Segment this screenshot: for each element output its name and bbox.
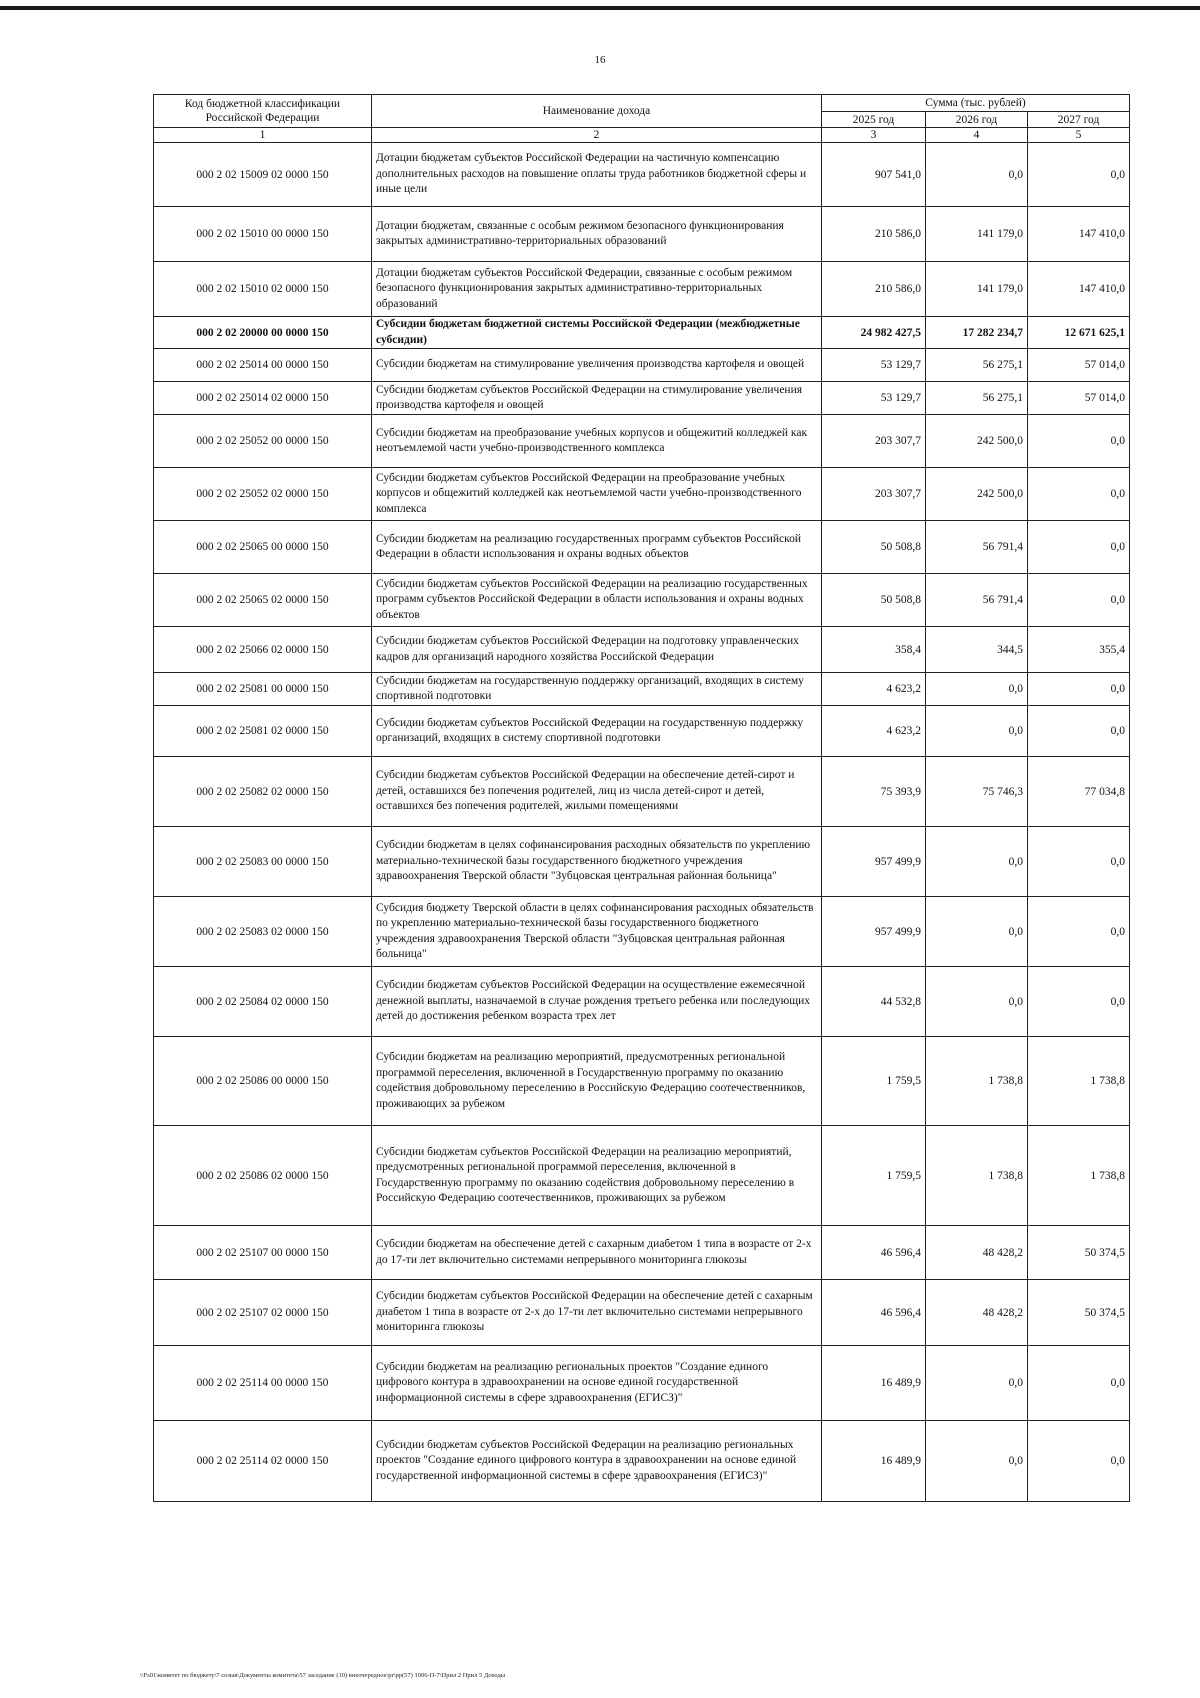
- row-2026: 0,0: [926, 967, 1028, 1037]
- row-2025: 16 489,9: [822, 1421, 926, 1502]
- row-code: 000 2 02 25107 00 0000 150: [154, 1226, 372, 1280]
- row-code: 000 2 02 25081 02 0000 150: [154, 706, 372, 757]
- header-sum: Сумма (тыс. рублей): [822, 95, 1130, 112]
- row-2027: 0,0: [1028, 574, 1130, 627]
- row-code: 000 2 02 25014 02 0000 150: [154, 382, 372, 415]
- table-row: [154, 143, 1130, 207]
- budget-table: [153, 94, 1130, 1502]
- row-2027: 1 738,8: [1028, 1037, 1130, 1126]
- row-name: Субсидии бюджетам субъектов Российской Федерации на стимулирование увеличения производства картофеля и овощей: [372, 382, 822, 415]
- header-code: Код бюджетной классификации Российской Федерации: [154, 95, 372, 128]
- row-name: Дотации бюджетам субъектов Российской Федерации, связанные с особым режимом безопасного функционирования закрытых административно-территориальных образований: [372, 262, 822, 317]
- row-name: Субсидии бюджетам на стимулирование увеличения производства картофеля и овощей: [372, 349, 822, 382]
- row-code: 000 2 02 25052 00 0000 150: [154, 415, 372, 468]
- row-code: 000 2 02 25052 02 0000 150: [154, 468, 372, 521]
- table-row: [154, 382, 1130, 415]
- row-name: Дотации бюджетам субъектов Российской Федерации на частичную компенсацию дополнительных расходов на повышение оплаты труда работников бюджетной сферы и иные цели: [372, 143, 822, 207]
- row-2026: 56 791,4: [926, 521, 1028, 574]
- row-2026: 0,0: [926, 673, 1028, 706]
- row-code: 000 2 02 25066 02 0000 150: [154, 627, 372, 673]
- row-code: 000 2 02 25082 02 0000 150: [154, 757, 372, 827]
- row-2025: 957 499,9: [822, 827, 926, 897]
- table-row: [154, 967, 1130, 1037]
- row-name: Субсидии бюджетам на обеспечение детей с сахарным диабетом 1 типа в возрасте от 2-х до 17-ти лет включительно системами непрерывного мониторинга глюкозы: [372, 1226, 822, 1280]
- row-2027: 0,0: [1028, 706, 1130, 757]
- row-name: Субсидии бюджетам субъектов Российской Федерации на обеспечение детей с сахарным диабетом 1 типа в возрасте от 2-х до 17-ти лет включительно системами непрерывного мониторинга глюкозы: [372, 1280, 822, 1346]
- row-code: 000 2 02 25084 02 0000 150: [154, 967, 372, 1037]
- header-colnum-3: 3: [822, 128, 926, 143]
- row-name: Субсидии бюджетам на государственную поддержку организаций, входящих в систему спортивной подготовки: [372, 673, 822, 706]
- table-row: [154, 468, 1130, 521]
- table-row: [154, 897, 1130, 967]
- table-row: [154, 1346, 1130, 1421]
- row-2027: 0,0: [1028, 143, 1130, 207]
- row-name: Субсидии бюджетам субъектов Российской Федерации на реализацию мероприятий, предусмотренных региональной программой переселения, включенной в Государственную программу по оказанию содействия добровольному переселению в Российскую Федерацию соотечественников, проживающих за рубежом: [372, 1126, 822, 1226]
- table-row: [154, 207, 1130, 262]
- row-2027: 0,0: [1028, 468, 1130, 521]
- row-2027: 147 410,0: [1028, 262, 1130, 317]
- top-border-line: [0, 6, 1200, 10]
- row-name: Субсидии бюджетам на преобразование учебных корпусов и общежитий колледжей как неотъемлемой части учебно-производственного комплекса: [372, 415, 822, 468]
- header-year-2026: 2026 год: [926, 112, 1028, 128]
- header-colnum-5: 5: [1028, 128, 1130, 143]
- table-row: [154, 521, 1130, 574]
- row-2026: 141 179,0: [926, 262, 1028, 317]
- row-name: Субсидии бюджетам субъектов Российской Федерации на преобразование учебных корпусов и общежитий колледжей как неотъемлемой части учебно-производственного комплекса: [372, 468, 822, 521]
- row-code: 000 2 02 25014 00 0000 150: [154, 349, 372, 382]
- row-name: Субсидии бюджетам на реализацию государственных программ субъектов Российской Федерации в области использования и охраны водных объектов: [372, 521, 822, 574]
- row-name: Субсидии бюджетам бюджетной системы Российской Федерации (межбюджетные субсидии): [372, 317, 822, 349]
- row-2027: 1 738,8: [1028, 1126, 1130, 1226]
- table-row: [154, 349, 1130, 382]
- row-2027: 147 410,0: [1028, 207, 1130, 262]
- row-2026: 344,5: [926, 627, 1028, 673]
- row-2026: 17 282 234,7: [926, 317, 1028, 349]
- row-2026: 0,0: [926, 897, 1028, 967]
- row-2026: 0,0: [926, 827, 1028, 897]
- row-2026: 0,0: [926, 706, 1028, 757]
- row-2025: 358,4: [822, 627, 926, 673]
- row-2025: 907 541,0: [822, 143, 926, 207]
- table-row: [154, 1421, 1130, 1502]
- row-code: 000 2 02 25086 02 0000 150: [154, 1126, 372, 1226]
- row-2025: 203 307,7: [822, 415, 926, 468]
- row-name: Субсидии бюджетам субъектов Российской Федерации на реализацию региональных проектов "Создание единого цифрового контура в здравоохранении на основе единой государственной информационной системы в сфере здравоохранения (ЕГИСЗ)": [372, 1421, 822, 1502]
- row-2026: 0,0: [926, 143, 1028, 207]
- row-name: Дотации бюджетам, связанные с особым режимом безопасного функционирования закрытых административно-территориальных образований: [372, 207, 822, 262]
- table-row: [154, 317, 1130, 349]
- row-code: 000 2 02 25081 00 0000 150: [154, 673, 372, 706]
- row-2025: 210 586,0: [822, 262, 926, 317]
- row-2026: 1 738,8: [926, 1037, 1028, 1126]
- table-row: [154, 262, 1130, 317]
- row-2025: 16 489,9: [822, 1346, 926, 1421]
- row-2026: 56 791,4: [926, 574, 1028, 627]
- table-row: [154, 1037, 1130, 1126]
- row-2025: 203 307,7: [822, 468, 926, 521]
- header-colnum-2: 2: [372, 128, 822, 143]
- table-row: [154, 1126, 1130, 1226]
- row-code: 000 2 02 25083 02 0000 150: [154, 897, 372, 967]
- row-2025: 53 129,7: [822, 349, 926, 382]
- row-2025: 53 129,7: [822, 382, 926, 415]
- table-body: [154, 143, 1130, 1502]
- row-name: Субсидии бюджетам субъектов Российской Федерации на осуществление ежемесячной денежной выплаты, назначаемой в случае рождения третьего ребенка или последующих детей до достижения ребенком возраста трех лет: [372, 967, 822, 1037]
- row-2027: 355,4: [1028, 627, 1130, 673]
- row-2026: 1 738,8: [926, 1126, 1028, 1226]
- row-2027: 77 034,8: [1028, 757, 1130, 827]
- row-name: Субсидии бюджетам субъектов Российской Федерации на подготовку управленческих кадров для организаций народного хозяйства Российской Федерации: [372, 627, 822, 673]
- row-2025: 75 393,9: [822, 757, 926, 827]
- table-row: [154, 574, 1130, 627]
- row-2026: 75 746,3: [926, 757, 1028, 827]
- row-2026: 48 428,2: [926, 1280, 1028, 1346]
- row-name: Субсидии бюджетам субъектов Российской Федерации на обеспечение детей-сирот и детей, оставшихся без попечения родителей, лиц из числа детей-сирот и детей, оставшихся без попечения родителей, жилыми помещениями: [372, 757, 822, 827]
- row-name: Субсидия бюджету Тверской области в целях софинансирования расходных обязательств по укреплению материально-технической базы государственного бюджетного учреждения здравоохранения Тверской области "Зубцовская центральная районная больница": [372, 897, 822, 967]
- row-2027: 57 014,0: [1028, 349, 1130, 382]
- row-2027: 0,0: [1028, 1421, 1130, 1502]
- row-2026: 48 428,2: [926, 1226, 1028, 1280]
- row-2025: 1 759,5: [822, 1126, 926, 1226]
- row-2026: 56 275,1: [926, 382, 1028, 415]
- row-code: 000 2 02 15009 02 0000 150: [154, 143, 372, 207]
- row-2026: 242 500,0: [926, 468, 1028, 521]
- table-row: [154, 673, 1130, 706]
- row-2027: 57 014,0: [1028, 382, 1130, 415]
- row-code: 000 2 02 25107 02 0000 150: [154, 1280, 372, 1346]
- row-name: Субсидии бюджетам в целях софинансирования расходных обязательств по укреплению материально-технической базы государственного бюджетного учреждения здравоохранения Тверской области "Зубцовская центральная районная больница": [372, 827, 822, 897]
- row-2027: 0,0: [1028, 827, 1130, 897]
- row-code: 000 2 02 15010 02 0000 150: [154, 262, 372, 317]
- table-row: [154, 757, 1130, 827]
- row-code: 000 2 02 25083 00 0000 150: [154, 827, 372, 897]
- row-2025: 4 623,2: [822, 706, 926, 757]
- row-code: 000 2 02 15010 00 0000 150: [154, 207, 372, 262]
- row-2025: 50 508,8: [822, 574, 926, 627]
- row-code: 000 2 02 25114 00 0000 150: [154, 1346, 372, 1421]
- row-name: Субсидии бюджетам на реализацию региональных проектов "Создание единого цифрового контура в здравоохранении на основе единой государственной информационной системы в сфере здравоохранения (ЕГИСЗ)": [372, 1346, 822, 1421]
- row-2025: 46 596,4: [822, 1226, 926, 1280]
- page-number: 16: [594, 54, 606, 66]
- row-2027: 0,0: [1028, 897, 1130, 967]
- row-code: 000 2 02 20000 00 0000 150: [154, 317, 372, 349]
- row-name: Субсидии бюджетам субъектов Российской Федерации на реализацию государственных программ субъектов Российской Федерации в области использования и охраны водных объектов: [372, 574, 822, 627]
- row-2026: 56 275,1: [926, 349, 1028, 382]
- row-2026: 0,0: [926, 1421, 1028, 1502]
- row-2027: 0,0: [1028, 967, 1130, 1037]
- table-row: [154, 827, 1130, 897]
- row-2026: 0,0: [926, 1346, 1028, 1421]
- row-name: Субсидии бюджетам на реализацию мероприятий, предусмотренных региональной программой переселения, включенной в Государственную программу по оказанию содействия добровольному переселению в Российскую Федерацию соотечественников, проживающих за рубежом: [372, 1037, 822, 1126]
- row-code: 000 2 02 25065 02 0000 150: [154, 574, 372, 627]
- header-year-2027: 2027 год: [1028, 112, 1130, 128]
- header-colnum-4: 4: [926, 128, 1028, 143]
- table-row: [154, 627, 1130, 673]
- row-2026: 242 500,0: [926, 415, 1028, 468]
- table-row: [154, 706, 1130, 757]
- row-2027: 0,0: [1028, 673, 1130, 706]
- footer-file-path: \\Fs01\комитет по бюджету\7 созыв\Документы комитета\57 заседание (10) внеочередное\pr\рр(57) 1006-П-7\Прил 2 Прил 5 Доходы: [140, 1672, 506, 1679]
- row-2027: 0,0: [1028, 415, 1130, 468]
- row-2025: 1 759,5: [822, 1037, 926, 1126]
- header-year-2025: 2025 год: [822, 112, 926, 128]
- row-2027: 50 374,5: [1028, 1226, 1130, 1280]
- row-2027: 50 374,5: [1028, 1280, 1130, 1346]
- row-2025: 210 586,0: [822, 207, 926, 262]
- row-2027: 0,0: [1028, 1346, 1130, 1421]
- row-2025: 4 623,2: [822, 673, 926, 706]
- row-2026: 141 179,0: [926, 207, 1028, 262]
- header-colnum-1: 1: [154, 128, 372, 143]
- row-2025: 957 499,9: [822, 897, 926, 967]
- row-2025: 24 982 427,5: [822, 317, 926, 349]
- table-row: [154, 1226, 1130, 1280]
- table-row: [154, 1280, 1130, 1346]
- row-code: 000 2 02 25086 00 0000 150: [154, 1037, 372, 1126]
- row-code: 000 2 02 25114 02 0000 150: [154, 1421, 372, 1502]
- row-2025: 44 532,8: [822, 967, 926, 1037]
- header-name: Наименование дохода: [372, 95, 822, 128]
- row-2027: 0,0: [1028, 521, 1130, 574]
- row-name: Субсидии бюджетам субъектов Российской Федерации на государственную поддержку организаций, входящих в систему спортивной подготовки: [372, 706, 822, 757]
- row-2027: 12 671 625,1: [1028, 317, 1130, 349]
- row-2025: 46 596,4: [822, 1280, 926, 1346]
- row-2025: 50 508,8: [822, 521, 926, 574]
- table-row: [154, 415, 1130, 468]
- row-code: 000 2 02 25065 00 0000 150: [154, 521, 372, 574]
